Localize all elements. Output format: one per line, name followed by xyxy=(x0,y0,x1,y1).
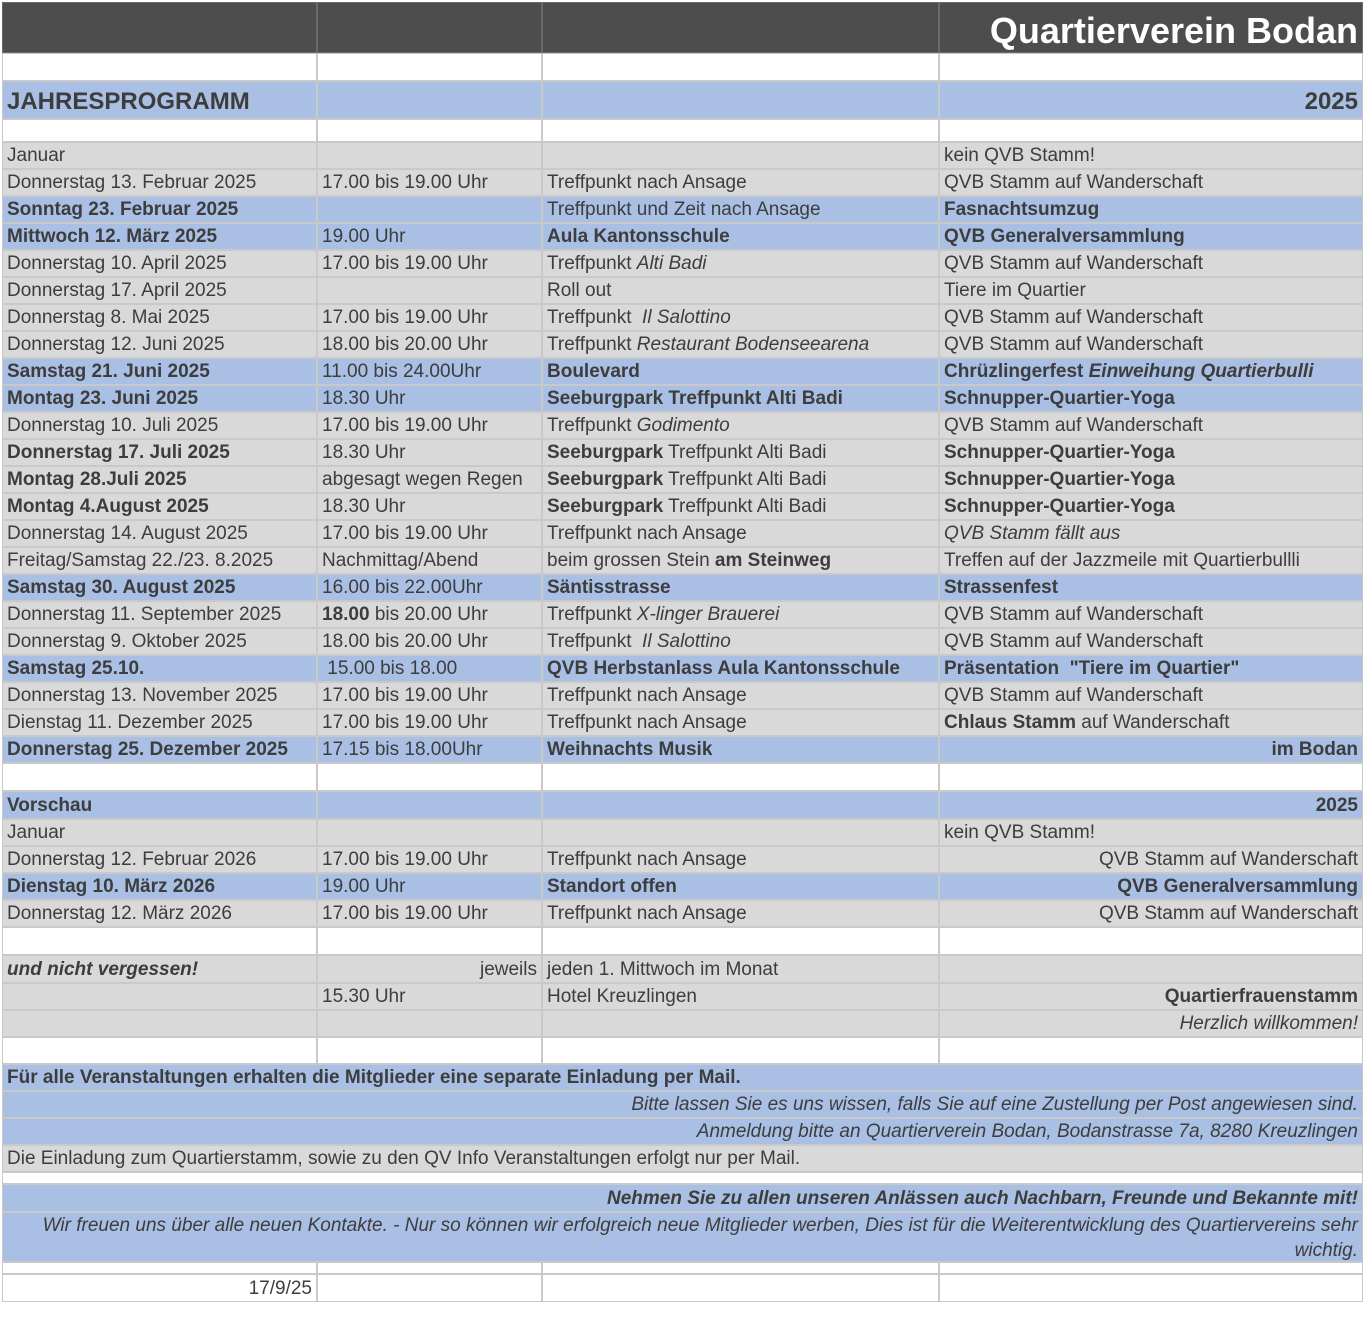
event-description xyxy=(939,277,1363,304)
event-date: Donnerstag 14. August 2025 xyxy=(2,520,317,547)
event-description xyxy=(939,736,1363,763)
event-row xyxy=(2,358,1363,385)
event-description xyxy=(939,873,1363,900)
text-segment: QVB Stamm auf Wanderschaft xyxy=(944,253,1204,274)
text-segment: 17.00 bis 19.00 Uhr xyxy=(322,307,488,328)
text-segment: 17.00 bis 19.00 Uhr xyxy=(322,903,488,924)
event-row xyxy=(2,250,1363,277)
text-segment: 11.00 bis 24.00Uhr xyxy=(322,361,482,382)
event-row xyxy=(2,169,1363,196)
program-year: 2025 xyxy=(939,81,1363,119)
event-row xyxy=(2,574,1363,601)
event-table xyxy=(2,142,1363,763)
event-description xyxy=(939,358,1363,385)
text-segment: Schnupper-Quartier-Yoga xyxy=(944,469,1175,490)
event-date: Donnerstag 8. Mai 2025 xyxy=(2,304,317,331)
text-segment: QVB Stamm auf Wanderschaft xyxy=(1098,849,1358,870)
text-segment: Schnupper-Quartier-Yoga xyxy=(944,496,1175,517)
event-date: Montag 28.Juli 2025 xyxy=(2,466,317,493)
text-segment: Treffen auf der Jazzmeile mit Quartierbullli xyxy=(944,550,1300,571)
event-description xyxy=(939,601,1363,628)
event-row xyxy=(2,466,1363,493)
event-row xyxy=(2,709,1363,736)
text-segment: Treffpunkt Alti Badi xyxy=(663,469,827,490)
event-time xyxy=(317,601,542,628)
event-row xyxy=(2,628,1363,655)
text-segment: auf Wanderschaft xyxy=(1075,712,1230,733)
text-segment: Il Salottino xyxy=(642,631,731,652)
event-row xyxy=(2,223,1363,250)
event-time xyxy=(317,277,542,304)
preview-row xyxy=(2,900,1363,927)
text-segment: Il Salottino xyxy=(642,307,731,328)
event-time xyxy=(317,250,542,277)
event-description xyxy=(939,520,1363,547)
event-place xyxy=(542,466,939,493)
event-place xyxy=(542,819,939,846)
text-segment: QVB Stamm auf Wanderschaft xyxy=(944,172,1204,193)
event-place xyxy=(542,873,939,900)
text-segment: bis 20.00 Uhr xyxy=(369,604,488,625)
reminder-time: 15.30 Uhr xyxy=(317,983,542,1010)
event-description xyxy=(939,304,1363,331)
text-segment: QVB Herbstanlass Aula Kantonsschule xyxy=(547,658,901,679)
event-description xyxy=(939,846,1363,873)
text-segment: Treffpunkt nach Ansage xyxy=(547,172,747,193)
event-description xyxy=(939,628,1363,655)
event-row xyxy=(2,601,1363,628)
event-date: Donnerstag 12. Juni 2025 xyxy=(2,331,317,358)
reminder-row-1 xyxy=(2,955,1363,983)
text-segment: Einweihung Quartierbulli xyxy=(1088,361,1314,382)
event-description xyxy=(939,682,1363,709)
event-description xyxy=(939,900,1363,927)
text-segment: Alti Badi xyxy=(636,253,707,274)
event-date: Donnerstag 9. Oktober 2025 xyxy=(2,628,317,655)
text-segment: Aula Kantonsschule xyxy=(547,226,730,247)
text-segment: Treffpunkt nach Ansage xyxy=(547,903,747,924)
event-row xyxy=(2,493,1363,520)
event-date: Montag 4.August 2025 xyxy=(2,493,317,520)
preview-year: 2025 xyxy=(939,791,1363,819)
event-date: Dienstag 10. März 2026 xyxy=(2,873,317,900)
event-description xyxy=(939,385,1363,412)
event-date: Samstag 25.10. xyxy=(2,655,317,682)
event-place xyxy=(542,304,939,331)
text-segment: QVB Generalversammlung xyxy=(944,226,1185,247)
text-segment: Präsentation "Tiere im Quartier" xyxy=(944,658,1240,679)
text-segment: 17.00 bis 19.00 Uhr xyxy=(322,172,488,193)
reminder-jeweils: jeweils xyxy=(317,955,542,983)
note-post-delivery: Bitte lassen Sie es uns wissen, falls Sie auf eine Zustellung per Post angewiesen sind. xyxy=(2,1091,1363,1118)
note-mail-invitation: Für alle Veranstaltungen erhalten die Mitglieder eine separate Einladung per Mail. xyxy=(2,1064,1363,1091)
preview-row xyxy=(2,846,1363,873)
event-date: Freitag/Samstag 22./23. 8.2025 xyxy=(2,547,317,574)
event-date: Donnerstag 11. September 2025 xyxy=(2,601,317,628)
event-time xyxy=(317,412,542,439)
text-segment: 16.00 bis 22.00Uhr xyxy=(322,577,483,598)
text-segment: Treffpunkt nach Ansage xyxy=(547,849,747,870)
event-row xyxy=(2,736,1363,763)
text-segment: X-linger Brauerei xyxy=(636,604,780,625)
text-segment: 17.00 bis 19.00 Uhr xyxy=(322,523,488,544)
text-segment: 17.00 bis 19.00 Uhr xyxy=(322,253,488,274)
event-description xyxy=(939,250,1363,277)
event-row xyxy=(2,412,1363,439)
event-description xyxy=(939,547,1363,574)
text-segment: QVB Stamm auf Wanderschaft xyxy=(944,307,1204,328)
preview-table xyxy=(2,819,1363,927)
text-segment: 17.00 bis 19.00 Uhr xyxy=(322,685,488,706)
text-segment: Treffpunkt Alti Badi xyxy=(663,442,827,463)
text-segment: am Steinweg xyxy=(714,550,832,571)
program-heading: JAHRESPROGRAMM xyxy=(2,81,317,119)
reminder-name: Quartierfrauenstamm xyxy=(939,983,1363,1010)
text-segment: QVB Generalversammlung xyxy=(1117,876,1358,897)
event-place xyxy=(542,385,939,412)
event-place xyxy=(542,574,939,601)
event-description xyxy=(939,466,1363,493)
event-date: Donnerstag 17. Juli 2025 xyxy=(2,439,317,466)
text-segment: kein QVB Stamm! xyxy=(944,822,1095,843)
event-time xyxy=(317,819,542,846)
event-place xyxy=(542,196,939,223)
note-registration-address: Anmeldung bitte an Quartierverein Bodan, Bodanstrasse 7a, 8280 Kreuzlingen xyxy=(2,1118,1363,1145)
text-segment: Weihnachts Musik xyxy=(547,739,713,760)
event-description xyxy=(939,142,1363,169)
event-time xyxy=(317,628,542,655)
event-date: Donnerstag 12. Februar 2026 xyxy=(2,846,317,873)
text-segment: QVB Stamm auf Wanderschaft xyxy=(944,334,1204,355)
text-segment: Treffpunkt xyxy=(547,253,637,274)
text-segment: 18.30 Uhr xyxy=(322,496,406,517)
event-place xyxy=(542,169,939,196)
event-place xyxy=(542,736,939,763)
reminder-place: Hotel Kreuzlingen xyxy=(542,983,939,1010)
footer-row xyxy=(2,1274,1363,1302)
event-row xyxy=(2,277,1363,304)
event-time xyxy=(317,900,542,927)
event-place xyxy=(542,846,939,873)
event-row xyxy=(2,142,1363,169)
event-time xyxy=(317,466,542,493)
text-segment: Standort offen xyxy=(547,876,677,897)
text-segment: 18.00 bis 20.00 Uhr xyxy=(322,334,488,355)
header-row xyxy=(2,2,1363,53)
text-segment: Treffpunkt xyxy=(547,604,637,625)
event-place xyxy=(542,277,939,304)
program-sheet xyxy=(2,2,1363,1302)
event-description xyxy=(939,574,1363,601)
event-place xyxy=(542,682,939,709)
event-date: Sonntag 23. Februar 2025 xyxy=(2,196,317,223)
text-segment: Godimento xyxy=(636,415,730,436)
event-place xyxy=(542,142,939,169)
text-segment: Nachmittag/Abend xyxy=(322,550,479,571)
reminder-label: und nicht vergessen! xyxy=(2,955,317,983)
note-bring-friends: Nehmen Sie zu allen unseren Anlässen auch Nachbarn, Freunde und Bekannte mit! xyxy=(2,1184,1363,1212)
event-time xyxy=(317,493,542,520)
event-date: Donnerstag 17. April 2025 xyxy=(2,277,317,304)
event-date: Montag 23. Juni 2025 xyxy=(2,385,317,412)
text-segment: Boulevard xyxy=(547,361,640,382)
event-time xyxy=(317,709,542,736)
text-segment: QVB Stamm auf Wanderschaft xyxy=(944,604,1204,625)
text-segment: abgesagt wegen Regen xyxy=(322,469,523,490)
event-row xyxy=(2,655,1363,682)
event-date: Donnerstag 12. März 2026 xyxy=(2,900,317,927)
text-segment: 17.15 bis 18.00Uhr xyxy=(322,739,483,760)
event-place xyxy=(542,358,939,385)
text-segment: Treffpunkt xyxy=(547,631,643,652)
event-date: Januar xyxy=(2,819,317,846)
event-time xyxy=(317,439,542,466)
event-time xyxy=(317,574,542,601)
text-segment: Seeburgpark xyxy=(547,496,664,517)
event-description xyxy=(939,709,1363,736)
footer-date: 17/9/25 xyxy=(2,1274,317,1302)
text-segment: 19.00 Uhr xyxy=(322,876,406,897)
text-segment: 17.00 bis 19.00 Uhr xyxy=(322,712,488,733)
text-segment: beim grossen Stein xyxy=(547,550,715,571)
event-time xyxy=(317,304,542,331)
event-row xyxy=(2,547,1363,574)
preview-row xyxy=(2,873,1363,900)
event-time xyxy=(317,142,542,169)
text-segment: Chlaus Stamm xyxy=(944,712,1076,733)
event-date: Samstag 21. Juni 2025 xyxy=(2,358,317,385)
event-description xyxy=(939,493,1363,520)
event-time xyxy=(317,655,542,682)
event-description xyxy=(939,331,1363,358)
text-segment: Treffpunkt xyxy=(547,307,643,328)
text-segment: Säntisstrasse xyxy=(547,577,671,598)
text-segment: Schnupper-Quartier-Yoga xyxy=(944,388,1175,409)
event-place xyxy=(542,520,939,547)
event-time xyxy=(317,169,542,196)
text-segment: Fasnachtsumzug xyxy=(944,199,1100,220)
text-segment: Seeburgpark xyxy=(547,469,664,490)
preview-heading: Vorschau xyxy=(2,791,317,819)
event-time xyxy=(317,873,542,900)
event-row xyxy=(2,520,1363,547)
text-segment: QVB Stamm auf Wanderschaft xyxy=(944,415,1204,436)
event-description xyxy=(939,196,1363,223)
event-place xyxy=(542,709,939,736)
event-row xyxy=(2,304,1363,331)
text-segment: 15.00 bis 18.00 xyxy=(322,658,458,679)
text-segment: QVB Stamm fällt aus xyxy=(944,523,1121,544)
text-segment: QVB Stamm auf Wanderschaft xyxy=(944,631,1204,652)
event-date: Mittwoch 12. März 2025 xyxy=(2,223,317,250)
event-place xyxy=(542,655,939,682)
event-time xyxy=(317,358,542,385)
text-segment: Chrüzlingerfest xyxy=(944,361,1089,382)
text-segment: Seeburgpark xyxy=(547,442,664,463)
text-segment: QVB Stamm auf Wanderschaft xyxy=(944,685,1204,706)
event-row xyxy=(2,196,1363,223)
reminder-welcome: Herzlich willkommen! xyxy=(939,1010,1363,1037)
text-segment: Roll out xyxy=(547,280,612,301)
event-row xyxy=(2,682,1363,709)
text-segment: 17.00 bis 19.00 Uhr xyxy=(322,849,488,870)
text-segment: Treffpunkt xyxy=(547,334,637,355)
text-segment: Seeburgpark Treffpunkt Alti Badi xyxy=(547,388,843,409)
text-segment: 18.30 Uhr xyxy=(322,388,406,409)
event-time xyxy=(317,682,542,709)
text-segment: Treffpunkt nach Ansage xyxy=(547,712,747,733)
text-segment: im Bodan xyxy=(1271,739,1358,760)
event-place xyxy=(542,900,939,927)
event-row xyxy=(2,439,1363,466)
text-segment: 19.00 Uhr xyxy=(322,226,406,247)
event-place xyxy=(542,601,939,628)
text-segment: 18.30 Uhr xyxy=(322,442,406,463)
event-description xyxy=(939,439,1363,466)
text-segment: Treffpunkt nach Ansage xyxy=(547,523,747,544)
text-segment: 18.00 xyxy=(322,604,370,625)
event-place xyxy=(542,223,939,250)
event-date: Donnerstag 13. Februar 2025 xyxy=(2,169,317,196)
text-segment: Restaurant Bodenseearena xyxy=(636,334,870,355)
event-description xyxy=(939,655,1363,682)
event-row xyxy=(2,385,1363,412)
event-date: Dienstag 11. Dezember 2025 xyxy=(2,709,317,736)
event-description xyxy=(939,412,1363,439)
text-segment: Treffpunkt nach Ansage xyxy=(547,685,747,706)
text-segment: kein QVB Stamm! xyxy=(944,145,1095,166)
reminder-row-2 xyxy=(2,983,1363,1010)
event-place xyxy=(542,412,939,439)
event-description xyxy=(939,819,1363,846)
event-time xyxy=(317,331,542,358)
text-segment: Tiere im Quartier xyxy=(944,280,1086,301)
event-date: Donnerstag 13. November 2025 xyxy=(2,682,317,709)
event-time xyxy=(317,547,542,574)
event-description xyxy=(939,169,1363,196)
note-invitation-by-mail: Die Einladung zum Quartierstamm, sowie zu den QV Info Veranstaltungen erfolgt nur per Mail. xyxy=(2,1145,1363,1172)
text-segment: 17.00 bis 19.00 Uhr xyxy=(322,415,488,436)
event-time xyxy=(317,385,542,412)
event-date: Donnerstag 10. April 2025 xyxy=(2,250,317,277)
text-segment: Treffpunkt xyxy=(547,415,637,436)
event-place xyxy=(542,493,939,520)
event-place xyxy=(542,250,939,277)
program-heading-row xyxy=(2,81,1363,119)
event-date: Januar xyxy=(2,142,317,169)
event-date: Samstag 30. August 2025 xyxy=(2,574,317,601)
event-time xyxy=(317,846,542,873)
text-segment: QVB Stamm auf Wanderschaft xyxy=(1098,903,1358,924)
reminder-row-3 xyxy=(2,1010,1363,1037)
event-date: Donnerstag 10. Juli 2025 xyxy=(2,412,317,439)
event-place xyxy=(542,439,939,466)
event-time xyxy=(317,736,542,763)
event-row xyxy=(2,331,1363,358)
event-time xyxy=(317,520,542,547)
text-segment: Strassenfest xyxy=(944,577,1059,598)
note-new-contacts: Wir freuen uns über alle neuen Kontakte. - Nur so können wir erfolgreich neue Mitglieder werben, Dies ist für die Weiterentwicklung des Quartiervereins sehr wichtig. xyxy=(2,1212,1363,1262)
event-time xyxy=(317,196,542,223)
preview-heading-row xyxy=(2,791,1363,819)
event-date: Donnerstag 25. Dezember 2025 xyxy=(2,736,317,763)
text-segment: Treffpunkt Alti Badi xyxy=(663,496,827,517)
event-place xyxy=(542,331,939,358)
event-place xyxy=(542,628,939,655)
event-place xyxy=(542,547,939,574)
page-title: Quartierverein Bodan xyxy=(989,10,1358,51)
reminder-when: jeden 1. Mittwoch im Monat xyxy=(542,955,939,983)
event-time xyxy=(317,223,542,250)
event-description xyxy=(939,223,1363,250)
text-segment: Schnupper-Quartier-Yoga xyxy=(944,442,1175,463)
text-segment: Treffpunkt und Zeit nach Ansage xyxy=(547,199,821,220)
text-segment: 18.00 bis 20.00 Uhr xyxy=(322,631,488,652)
preview-row xyxy=(2,819,1363,846)
